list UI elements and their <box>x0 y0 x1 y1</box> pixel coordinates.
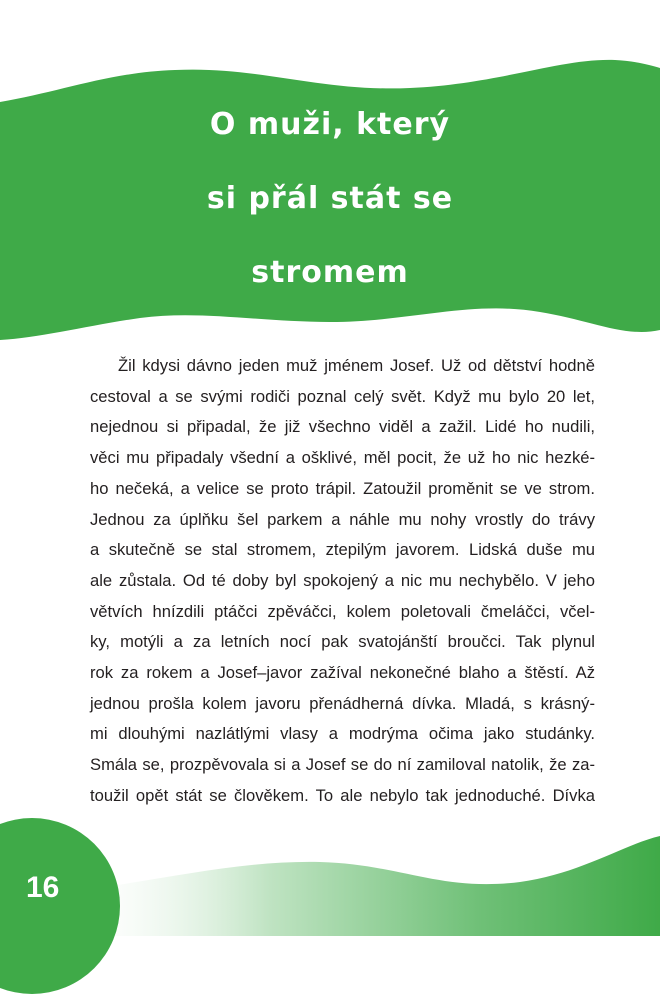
title-line: si přál stát se <box>206 181 454 216</box>
story-body <box>90 351 595 812</box>
page-number: 16 <box>26 871 60 904</box>
body-line: jednou prošla kolem javoru přenádherná dívka. Mladá, s krásný- <box>90 693 595 713</box>
body-line: nejednou si připadal, že již všechno viděl a zažil. Lidé ho nudili, <box>90 417 595 437</box>
body-line: Žil kdysi dávno jeden muž jménem Josef. Už od dětství hodně <box>118 356 595 375</box>
body-line: věci mu připadaly všední a ošklivé, měl pocit, že už ho nic hezké- <box>90 448 595 468</box>
body-line: větvích hnízdili ptáčci zpěváčci, kolem poletovali čmeláčci, včel- <box>90 601 595 621</box>
body-line: ale zůstala. Od té doby byl spokojený a nic mu nechybělo. V jeho <box>90 570 595 590</box>
body-line: rok za rokem a Josef–javor zažíval nekonečné blaho a štěstí. Až <box>90 663 595 683</box>
body-line: toužil opět stát se člověkem. To ale nebylo tak jednoduché. Dívka <box>90 785 595 805</box>
story-title <box>0 88 660 310</box>
body-line: mi dlouhými nazlátlými vlasy a modrýma očima jako studánky. <box>90 724 595 744</box>
title-line: stromem <box>251 255 409 290</box>
body-line: Smála se, prozpěvovala si a Josef se do ní zamiloval natolik, že za- <box>90 755 595 775</box>
body-line: ho nečeká, a velice se proto trápil. Zatoužil proměnit se ve strom. <box>90 478 595 498</box>
body-line: Jednou za úplňku šel parkem a náhle mu nohy vrostly do trávy <box>90 509 595 529</box>
body-line: a skutečně se stal stromem, ztepilým javorem. Lidská duše mu <box>90 540 595 560</box>
body-line: cestoval a se svými rodiči poznal celý svět. Když mu bylo 20 let, <box>90 386 595 406</box>
title-line: O muži, který <box>209 107 451 142</box>
body-line: ky, motýli a za letních nocí pak svatojánští broučci. Tak plynul <box>90 632 595 652</box>
